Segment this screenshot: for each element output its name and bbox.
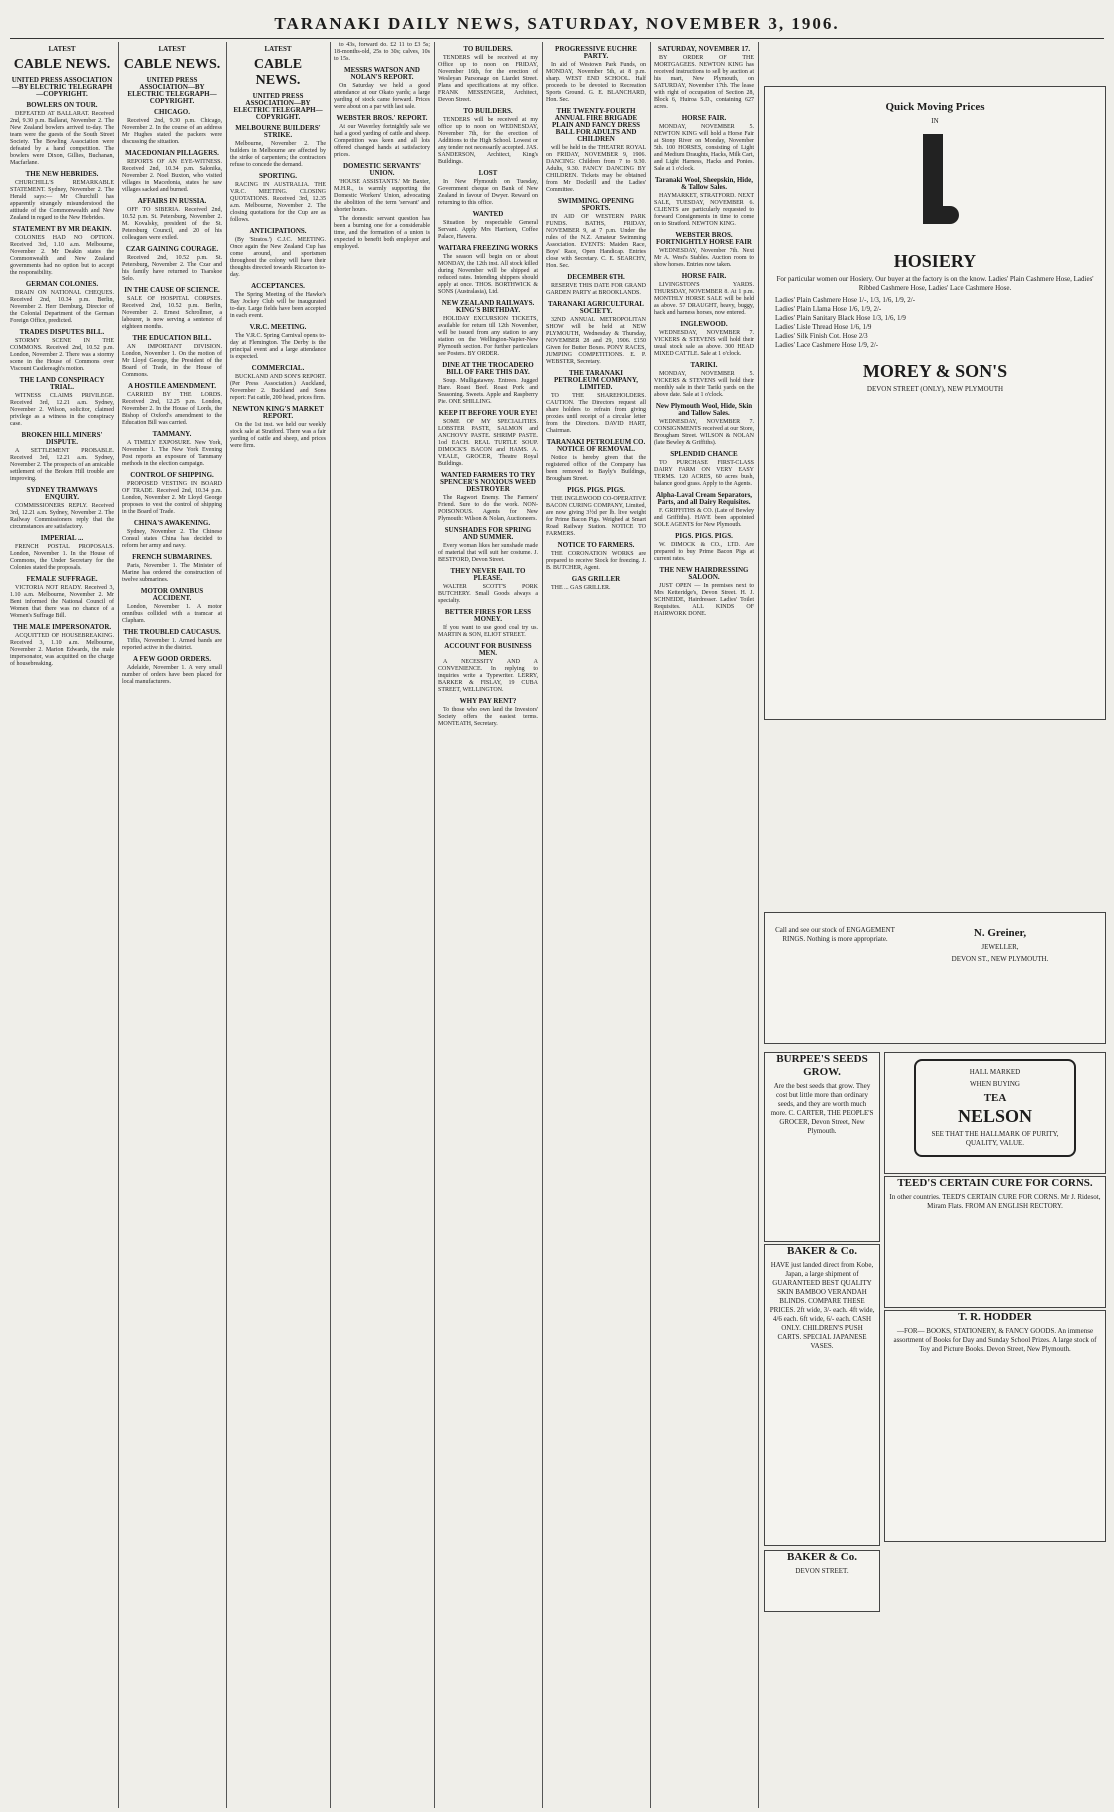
article-body: Soup. Mulligatawny. Entrees. Jugged Hare. Roast Beef. Roast Pork and Seasoning. Sweets. Apple and Raspberry Pie. ONE SHILLING. [438, 378, 538, 405]
column-subtitle: UNITED PRESS ASSOCIATION—BY ELECTRIC TELEGRAPH—COPYRIGHT. [127, 76, 217, 105]
hosiery-ad-headline: HOSIERY [893, 251, 977, 271]
column-divider [118, 42, 119, 1808]
jeweller-ad [764, 912, 1106, 1044]
hosiery-ad-intro: For particular women our Hosiery. Our buyer at the factory is on the know. Ladies' Plain Cashmere Hose, Ladies' Ribbed Cashmere Hose, Ladies' Lace Cashmere Hose. [776, 275, 1094, 292]
news-column-3 [230, 42, 326, 1808]
article-body: WITNESS CLAIMS PRIVILEGE. Received 3rd, 12.21 a.m. Sydney, November 2. Wilson, solicitor, claimed privilege as a witness in the conspiracy case. [10, 393, 114, 427]
column-subtitle: UNITED PRESS ASSOCIATION—BY ELECTRIC TELEGRAPH—COPYRIGHT. [233, 92, 323, 121]
article-heading: WEBSTER BROS. FORTNIGHTLY HORSE FAIR [656, 231, 752, 246]
ad-list [654, 46, 754, 618]
article-heading: IN THE CAUSE OF SCIENCE. [124, 286, 220, 294]
article-heading: CZAR GAINING COURAGE. [125, 245, 219, 253]
article-heading: LOST [478, 169, 498, 177]
hosiery-price-list [775, 296, 1095, 350]
article-heading: THE MALE IMPERSONATOR. [12, 623, 112, 631]
article-body: A SETTLEMENT PROBABLE. Received 3rd, 12.21 a.m. Sydney, November 2. The prospects of an amicable settlement of the Broken Hill trouble are improving. [10, 448, 114, 482]
masthead-rule [10, 38, 1104, 39]
article-heading: SATURDAY, NOVEMBER 17. [657, 45, 751, 53]
ad-list [546, 46, 646, 592]
article-body: WALTER SCOTT'S PORK BUTCHERY. Small Goods always a specialty. [438, 584, 538, 604]
article-body: JUST OPEN — In premises next to Mrs Ketteridge's, Devon Street. H. J. SCHNEIDE, Hairdresser. Ladies' Toilet Requisites. ALL KINDS OF HAIRWORK DONE. [654, 583, 754, 617]
article-body: PROPOSED VESTING IN BOARD OF TRADE. Received 2nd, 10.34 p.m. London, November 2. Mr Lloyd George proposes to vest the control of shipping in the Board of Trade. [122, 481, 222, 515]
corns-ad-body: In other countries. TEED'S CERTAIN CURE FOR CORNS. Mr J. Ridesot, Miram Flats. FROM AN ENGLISH RECTORY. [889, 1193, 1101, 1210]
article-body: THE ... GAS GRILLER. [551, 585, 611, 591]
column-divider [758, 42, 759, 1808]
article-body: to 43s, forward do. £2 11 to £3 5s; 18-months-old, 25s to 30s; calves, 10s to 15s. [334, 42, 430, 62]
article-list [122, 109, 222, 686]
article-heading: DINE AT THE TROCADERO BILL OF FARE THIS DAY. [442, 361, 534, 376]
article-heading: STATEMENT BY MR DEAKIN. [12, 225, 112, 233]
price-line: Ladies' Lisle Thread Hose 1/6, 1/9 [775, 323, 872, 331]
article-body: WEDNESDAY, NOVEMBER 7. VICKERS & STEVENS will hold their usual stock sale as above. 300 HEAD MIXED CATTLE. Sale at 1 o'clock. [654, 330, 754, 357]
article-list [334, 42, 430, 251]
column-title: CABLE NEWS. [13, 57, 111, 72]
article-heading: WEBSTER BROS.' REPORT. [336, 114, 428, 122]
article-heading: Alpha-Laval Cream Separators, Parts, and all Dairy Requisites. [655, 491, 753, 506]
article-heading: DECEMBER 6TH. [567, 273, 625, 281]
jeweller-ad-name: N. Greiner, [973, 927, 1027, 939]
article-heading: TARANAKI PETROLEUM CO. NOTICE OF REMOVAL. [546, 438, 646, 453]
article-body: will be held in the THEATRE ROYAL on FRIDAY, NOVEMBER 9, 1906. DANCING: Children from 7 to 9.30. Adults, 9.30. FANCY DANCING BY CHILDREN. Tickets may be obtained from Mr Dockrill and the Ladies' Committee. [546, 145, 646, 193]
tea-ad-sub: SEE THAT THE HALLMARK OF PURITY, QUALITY, VALUE. [931, 1130, 1059, 1147]
article-heading: TO BUILDERS. [463, 45, 513, 53]
article-body: DRAIN ON NATIONAL CHEQUES. Received 2nd, 10.34 p.m. Berlin, November 2. Herr Dernburg, Director of the Colonial Department of the German Foreign Office, predicted. [10, 290, 114, 324]
article-heading: THE TARANAKI PETROLEUM COMPANY, LIMITED. [554, 369, 638, 391]
article-body: DEFEATED AT BALLARAT. Received 2nd, 9.30 p.m. Ballarat, November 2. The New Zealand bowlers arrived to-day. The team were the guests of the South Street Society. The Bowling Association were defeated by a hand competition. The bowlers were Dixon, Gillies, Buchanan, Macfarlane. [10, 111, 114, 166]
article-heading: GAS GRILLER [571, 575, 621, 583]
article-heading: DOMESTIC SERVANTS' UNION. [342, 162, 421, 177]
article-heading: TARIKI. [690, 361, 718, 369]
column-divider [226, 42, 227, 1808]
article-heading: TRADES DISPUTES BILL. [19, 328, 105, 336]
article-body: Sydney, November 2. The Chinese Consul states China has decided to reform her army and navy. [122, 529, 222, 549]
article-body: THE INGLEWOOD CO-OPERATIVE BACON CURING COMPANY, Limited, are now giving 3½d per lb. live weight for Prime Bacon Pigs. Weighed at Smart Road Railway Station. NOTICE TO FARMERS. [546, 496, 646, 537]
bookseller-ad [884, 1310, 1106, 1542]
baker-ad [764, 1244, 880, 1546]
column-kicker: LATEST [158, 45, 186, 53]
article-heading: SPORTING. [258, 172, 298, 180]
article-heading: SUNSHADES FOR SPRING AND SUMMER. [444, 526, 532, 541]
corns-ad [884, 1176, 1106, 1308]
article-body: WEDNESDAY, NOVEMBER 7. CONSIGNMENTS received at our Store, Brougham Street. WILSON & NOLAN (late Bewley & Griffiths). [654, 419, 754, 446]
article-heading: WHY PAY RENT? [459, 697, 517, 705]
article-body: The V.R.C. Spring Carnival opens to-day at Flemington. The Derby is the principal event and a large attendance is expected. [230, 333, 326, 360]
article-heading: HORSE FAIR. [681, 272, 727, 280]
article-heading: ANTICIPATIONS. [249, 227, 307, 235]
tea-ad-mid: WHEN BUYING [970, 1080, 1020, 1088]
article-heading: BETTER FIRES FOR LESS MONEY. [444, 608, 532, 623]
baker-ad-2-body: DEVON STREET. [795, 1567, 849, 1575]
hosiery-ad-address: DEVON STREET (ONLY), NEW PLYMOUTH [866, 385, 1004, 393]
column-divider [542, 42, 543, 1808]
ads-column-6 [654, 42, 754, 1808]
ads-column-4 [438, 42, 538, 1808]
article-heading: WAITARA FREEZING WORKS [438, 244, 538, 252]
article-body: TENDERS will be received at my office up to noon on WEDNESDAY, November 7th, for the erection of Additions to the High School. Lowest or any tender not necessarily accepted. JAS. SANDERSON, Architect, King's Buildings. [438, 117, 538, 165]
article-heading: MACEDONIAN PILLAGERS. [125, 149, 219, 157]
baker-ad-title: BAKER & Co. [787, 1245, 857, 1257]
article-heading: TARANAKI AGRICULTURAL SOCIETY. [548, 300, 644, 315]
article-body: On the 1st inst. we held our weekly stock sale at Stratford. There was a fair yarding of cattle and sheep, and prices were firm. [230, 422, 326, 449]
article-heading: NEWTON KING'S MARKET REPORT. [232, 405, 324, 420]
article-body: 32ND ANNUAL METROPOLITAN SHOW will be held at NEW PLYMOUTH, Wednesday & Thursday, NOVEMBER 28 and 29, 1906. £150 Given for Butter Boxes. PONY RACES, JUMPING COMPETITIONS. E. P. WEBSTER, Secretary. [546, 317, 646, 365]
article-heading: A FEW GOOD ORDERS. [132, 655, 212, 663]
article-heading: THE EDUCATION BILL. [132, 334, 212, 342]
article-body: STORMY SCENE IN THE COMMONS. Received 2nd, 10.52 p.m. London, November 2. There was a stormy scene in the House of Commons over Viscount Castlereagh's motion. [10, 338, 114, 372]
article-heading: CHICAGO. [154, 108, 190, 116]
baker-ad-2 [764, 1550, 880, 1612]
article-heading: THE NEW HAIRDRESSING SALOON. [659, 566, 749, 581]
hosiery-ad-sub: IN [931, 117, 939, 125]
article-heading: MESSRS WATSON AND NOLAN'S REPORT. [344, 66, 420, 81]
article-heading: A HOSTILE AMENDMENT. [128, 382, 216, 390]
article-heading: BOWLERS ON TOUR. [26, 101, 98, 109]
price-line: Ladies' Plain Llama Hose 1/6, 1/9, 2/- [775, 305, 882, 313]
article-body: In aid of Westown Park Funds, on MONDAY, November 5th, at 8 p.m. sharp. WEST END SCHOOL. Half proceeds to be devoted to Recreation Sports Ground. G. E. BLANCHARD, Hon. Sec. [546, 62, 646, 103]
jeweller-ad-rings: Call and see our stock of ENGAGEMENT RINGS. Nothing is more appropriate. [775, 926, 895, 943]
article-heading: Taranaki Wool, Sheepskin, Hide, & Tallow Sales. [654, 176, 754, 191]
article-heading: THE TWENTY-FOURTH ANNUAL FIRE BRIGADE PLAIN AND FANCY DRESS BALL FOR ADULTS AND CHILDREN [551, 107, 641, 143]
article-body: Every woman likes her sunshade made of material that will suit her costume. J. BESTFORD, Devon Street. [438, 543, 538, 563]
article-body: (By 'Stratos.') C.J.C. MEETING. Once again the New Zealand Cup has come around, and sportsmen throughout the colony will have their thoughts directed towards Riccarton to-day. [230, 237, 326, 278]
article-list [230, 125, 326, 450]
article-body: FRENCH POSTAL PROPOSALS. London, November 1. In the House of Commons, the Under Secretary for the Colonies stated the proposals. [10, 544, 114, 571]
article-body: LIVINGSTON'S YARDS. THURSDAY, NOVEMBER 8. At 1 p.m. MONTHLY HORSE SALE will be held as above. 57 DRAUGHT, heavy, buggy, hack and harness horses, now entered. [654, 282, 754, 316]
article-heading: WANTED [472, 210, 504, 218]
article-body: TO PURCHASE FIRST-CLASS DAIRY FARM ON VERY EASY TERMS. 120 ACRES, 60 acres bush, balance good grass. Apply to the Agents. [654, 460, 754, 487]
article-body: REPORTS OF AN EYE-WITNESS. Received 2nd, 10.34 p.m. Salonika, November 2. Noel Buxton, who visited villages in Macedonia, states he saw villages sacked and burned. [122, 159, 222, 193]
article-body: Adelaide, November 1. A very small number of orders have been placed for local manufacturers. [122, 665, 222, 685]
article-body: To those who own land the Investors' Society offers the easiest terms. MONTEATH, Secretary. [438, 707, 538, 727]
tea-ad-brand: NELSON [957, 1106, 1033, 1126]
tea-ad-word: TEA [983, 1092, 1007, 1104]
article-body: IN AID OF WESTERN PARK FUNDS. BATHS, FRIDAY, NOVEMBER 9, at 7 p.m. Under the rules of the N.Z. Amateur Swimming Association. EVENTS: Maiden Race, Boys' Race, Open Handicap. Entries close with Secretary. C. E. SEARCHY, Hon. Sec. [546, 214, 646, 269]
article-heading: CHINA'S AWAKENING. [133, 519, 211, 527]
article-body: RESERVE THIS DATE FOR GRAND GARDEN PARTY at BROOKLANDS. [546, 283, 646, 296]
article-body: BY ORDER OF THE MORTGAGEES. NEWTON KING has received instructions to sell by auction at his mart, New Plymouth, on SATURDAY, November 17th. The lease with right of occupation of Section 28, Block 6, Huiroa S.D., containing 627 acres. [654, 55, 754, 110]
column-divider [650, 42, 651, 1808]
article-body: SALE OF HOSPITAL CORPSES. Received 2nd, 10.52 p.m. Berlin, November 2. Ernest Schrollmer, a labourer, is now serving a sentence of eighteen months. [122, 296, 222, 330]
article-body: Situation by respectable General Servant. Apply Mrs Harrison, Coffee Palace, Hawera. [438, 220, 538, 240]
hosiery-ad [764, 86, 1106, 720]
article-heading: BROKEN HILL MINERS' DISPUTE. [21, 431, 103, 446]
article-heading: CONTROL OF SHIPPING. [130, 471, 214, 479]
bookseller-ad-title: T. R. HODDER [958, 1311, 1032, 1323]
article-body: The domestic servant question has been a burning one for a considerable time, and the formation of a union is expected to benefit both employer and employed. [334, 216, 430, 250]
article-heading: THE NEW HEBRIDES. [25, 170, 99, 178]
article-body: Received 2nd, 9.30 p.m. Chicago, November 2. In the course of an address Mr Hughes stated the packers were discussing the situation. [122, 118, 222, 145]
article-heading: FRENCH SUBMARINES. [132, 553, 212, 561]
article-heading: THE TROUBLED CAUCASUS. [123, 628, 221, 636]
article-body: If you want to use good coal try us. MARTIN & SON, ELIOT STREET. [438, 625, 538, 638]
article-body: MONDAY, NOVEMBER 5. VICKERS & STEVENS will hold their monthly sale in their Tariki yards on the above date. Sale at 1 o'clock. [654, 371, 754, 398]
price-line: Ladies' Plain Cashmere Hose 1/-, 1/3, 1/6, 1/9, 2/- [775, 296, 916, 304]
article-body: Melbourne, November 2. The builders in Melbourne are affected by the strike of carpenters; the contractors refuse to concede the demand. [230, 141, 326, 168]
article-heading: ACCOUNT FOR BUSINESS MEN. [444, 642, 532, 657]
baker-ad-body: HAVE just landed direct from Kobe, Japan, a large shipment of GUARANTEED BEST QUALITY SKIN BAMBOO VERANDAH BLINDS. COMPARE THESE PRICES. 2ft wide, 3/- each. 4ft wide, 4/6 each. 6ft wide, 6/- each. CASH ONLY. CHILDREN'S PUSH CARTS. SPECIAL JAPANESE VASES. [769, 1261, 875, 1350]
article-heading: ACCEPTANCES. [251, 282, 305, 290]
article-body: SOME OF MY SPECIALITIES. LOBSTER PASTE, SALMON and ANCHOVY PASTE. SHRIMP PASTE. 1od EACH. REAL TURTLE SOUP. DIMOCK'S BACON and HAMS. A. VEALE, GROCER, Theatre Royal Buildings. [438, 419, 538, 467]
tea-hallmark-badge [914, 1059, 1076, 1157]
column-divider [330, 42, 331, 1808]
article-heading: THEY NEVER FAIL TO PLEASE. [450, 567, 526, 582]
article-body: HAYMARKET, STRATFORD. NEXT SALE, TUESDAY, NOVEMBER 6. CLIENTS are particularly requested to forward Consignments in time to come on to Stratford. NEWTON KING. [654, 193, 754, 227]
jeweller-ad-address: DEVON ST., NEW PLYMOUTH. [951, 955, 1049, 963]
column-title: CABLE NEWS. [123, 57, 221, 72]
article-body: A TIMELY EXPOSURE. New York, November 1. The New York Evening Post reports an exposure of Tammany methods in the election campaign. [122, 440, 222, 467]
article-body: The season will begin on or about MONDAY, the 12th inst. All stock killed during November will be shipped at reduced rates. Intending shippers should apply at once. THOS. BORTHWICK & SONS (Australasia), Ltd. [438, 254, 538, 295]
article-heading: FEMALE SUFFRAGE. [26, 575, 98, 583]
column-title: CABLE NEWS. [253, 57, 303, 88]
tea-ad [884, 1052, 1106, 1174]
column-kicker: LATEST [264, 45, 292, 53]
article-body: TENDERS will be received at my Office up to noon on FRIDAY, November 16th, for the erection of Wesleyan Parsonage on Liardet Street. Plans and specifications at my office. FRANK MESSENGER, Architect, Devon Street. [438, 55, 538, 103]
article-heading: New Plymouth Wool, Hide, Skin and Tallow Sales. [655, 402, 753, 417]
article-heading: NOTICE TO FARMERS. [557, 541, 635, 549]
article-body: WEDNESDAY, November 7th. Next Mr A. West's Stables. Auction room to show horses. Entries now taken. [654, 248, 754, 268]
article-body: A NECESSITY AND A CONVENIENCE. In replying to inquiries write a Typewriter. LERRY, BARKER & FISLAY, 19 CUBA STREET, WELLINGTON. [438, 659, 538, 693]
article-body: W. DIMOCK & CO., LTD. Are prepared to buy Prime Bacon Pigs at current rates. [654, 542, 754, 562]
article-body: CARRIED BY THE LORDS. Received 2nd, 12.25 p.m. London, November 2. In the House of Lords, the Bishop of Oxford's amendment to the Education Bill was carried. [122, 392, 222, 426]
article-body: VICTORIA NOT READY. Received 3, 1.10 a.m. Melbourne, November 2. Mr Bent informed the National Council of Women that there was no chance of a Women's Suffrage Bill. [10, 585, 114, 619]
article-body: London, November 1. A motor omnibus collided with a tramcar at Clapham. [122, 604, 222, 624]
price-line: Ladies' Lace Cashmere Hose 1/9, 2/- [775, 341, 879, 349]
article-body: Tiflis, November 1. Armed bands are reported active in the district. [122, 638, 222, 651]
stocking-image [913, 134, 957, 242]
article-body: The Ragwort Enemy. The Farmers' Friend. Sure to do the work. NON-POISONOUS. Agents for New Plymouth: Wilson & Nolan, Auctioneers. [438, 495, 538, 522]
seeds-ad-body: Are the best seeds that grow. They cost but little more than ordinary seeds, and they are worth much more. C. CARTER, THE PEOPLE'S GROCER, Devon Street, New Plymouth. [770, 1082, 874, 1135]
article-heading: PIGS. PIGS. PIGS. [567, 486, 625, 494]
article-body: COLONIES HAD NO OPTION. Received 3rd, 1.10 a.m. Melbourne, November 2. Mr Deakin states the Commonwealth and New Zealand governments had no option but to accept the responsibility. [10, 235, 114, 276]
price-line: Ladies' Plain Sanitary Black Hose 1/3, 1/6, 1/9 [775, 314, 906, 322]
article-heading: TO BUILDERS. [463, 107, 513, 115]
hosiery-ad-shop: MOREY & SON'S [862, 361, 1008, 381]
article-body: In New Plymouth on Tuesday, Government cheque on Bank of New Zealand in favour of Dwyer. Reward on returning to this office. [438, 179, 538, 206]
article-heading: COMMERCIAL. [251, 364, 305, 372]
article-body: Paris, November 1. The Minister of Marine has ordered the construction of twelve submarines. [122, 563, 222, 583]
article-body: Notice is hereby given that the registered office of the Company has been removed to Bayly's Buildings, Brougham Street. [546, 455, 646, 482]
article-body: COMMISSIONERS REPLY. Received 3rd, 12.21 a.m. Sydney, November 2. The Railway Commissioners reply that the circumstances are satisfactory. [10, 503, 114, 530]
article-body: CHURCHILL'S REMARKABLE STATEMENT. Sydney, November 2. The Herald says:— Mr Churchill has apparently strangely misunderstood the attitude of the Commonwealth and New Zealand in regard to the New Hebrides. [10, 180, 114, 221]
seeds-ad-title: BURPEE'S SEEDS GROW. [776, 1053, 868, 1078]
bookseller-ad-body: —FOR— BOOKS, STATIONERY, & FANCY GOODS. An immense assortment of Books for Day and Sunday School Prizes. A large stock of Toy and Picture Books. Devon Street, New Plymouth. [893, 1327, 1097, 1353]
article-heading: MOTOR OMNIBUS ACCIDENT. [140, 587, 204, 602]
article-heading: KEEP IT BEFORE YOUR EYE! [438, 409, 538, 417]
article-heading: PROGRESSIVE EUCHRE PARTY. [555, 45, 637, 60]
column-divider [434, 42, 435, 1808]
article-heading: TAMMANY. [152, 430, 192, 438]
article-body: The Spring Meeting of the Hawke's Bay Jockey Club will be inaugurated to-day. Large fields have been accepted in each event. [230, 292, 326, 319]
article-body: TO THE SHAREHOLDERS. CAUTION. The Directors request all share holders to refrain from giving proxies until receipt of a circular letter from the Directors. DAVID HART, Chairman. [546, 393, 646, 434]
article-heading: HORSE FAIR. [681, 114, 727, 122]
article-body: On Saturday we held a good attendance at our Okato yards; a large yarding of stock came forward. Prices were about on a par with last sale. [334, 83, 430, 110]
ads-column-5 [546, 42, 646, 1808]
column-kicker: LATEST [48, 45, 76, 53]
tea-ad-top: HALL MARKED [969, 1068, 1021, 1076]
article-body: BUCKLAND AND SON'S REPORT. (Per Press Association.) Auckland, November 2. Buckland and Sons report: Fat cattle, 200 head, prices firm. [230, 374, 326, 401]
article-heading: AFFAIRS IN RUSSIA. [137, 197, 207, 205]
article-body: HOLIDAY EXCURSION TICKETS, available for return till 12th November, will be issued from any station to any station on the Wellington-Napier-New Plymouth section. For further particulars see Posters. BY ORDER. [438, 316, 538, 357]
seeds-ad [764, 1052, 880, 1242]
article-heading: SPLENDID CHANCE [670, 450, 738, 458]
article-list [10, 102, 114, 668]
article-heading: SWIMMING. OPENING SPORTS. [557, 197, 635, 212]
article-body: At our Waverley fortnightly sale we had a good yarding of cattle and sheep. Competition was keen and all lots offered changed hands at satisfactory prices. [334, 124, 430, 158]
news-column-4 [334, 42, 430, 1808]
article-body: MONDAY, NOVEMBER 5. NEWTON KING will hold a Horse Fair at Stony River on Monday, November 5th. 100 HORSES, consisting of Light and Medium Draughts, Hacks, Milk Cart, and Light Harness, Hacks and Ponies. Sale at 1 o'clock. [654, 124, 754, 172]
article-heading: GERMAN COLONIES. [25, 280, 99, 288]
article-heading: NEW ZEALAND RAILWAYS. KING'S BIRTHDAY. [441, 299, 535, 314]
masthead: TARANAKI DAILY NEWS, SATURDAY, NOVEMBER 3, 1906. [274, 14, 840, 33]
hosiery-ad-title: Quick Moving Prices [885, 101, 985, 113]
article-heading: WANTED FARMERS TO TRY SPENCER'S NOXIOUS WEED DESTROYER [440, 471, 536, 493]
article-heading: PIGS. PIGS. PIGS. [675, 532, 733, 540]
article-body: RACING IN AUSTRALIA. THE V.R.C. MEETING. CLOSING QUOTATIONS. Received 3rd, 12.35 a.m. Melbourne, November 2. The closing quotations for the Cup are as follows. [230, 182, 326, 223]
article-heading: MELBOURNE BUILDERS' STRIKE. [235, 124, 321, 139]
article-heading: IMPERIAL ... [40, 534, 84, 542]
article-heading: INGLEWOOD. [680, 320, 728, 328]
article-heading: SYDNEY TRAMWAYS ENQUIRY. [26, 486, 98, 501]
article-body: THE CORONATION WORKS are prepared to receive Stock for freezing. J. B. BUTCHER, Agent. [546, 551, 646, 571]
corns-ad-title: TEED'S CERTAIN CURE FOR CORNS. [897, 1177, 1093, 1189]
article-body: 'HOUSE ASSISTANTS.' Mr Baxter, M.H.R., is warmly supporting the Domestic Workers' Union, advocating the abolition of the term 'servant' and shorter hours. [334, 179, 430, 213]
news-column-1 [10, 42, 114, 1808]
article-body: ACQUITTED OF HOUSEBREAKING. Received 3, 1.10 a.m. Melbourne, November 2. Marion Edwards, the male impersonator, was acquitted on the charge of housebreaking. [10, 633, 114, 667]
price-line: Ladies' Silk Finish Cot. Hose 2/3 [775, 332, 868, 340]
article-body: AN IMPORTANT DIVISION. London, November 1. On the motion of Mr Lloyd George, the President of the Board of Trade, in the House of Commons. [122, 344, 222, 378]
article-heading: THE LAND CONSPIRACY TRIAL. [19, 376, 105, 391]
article-body: F. GRIFFITHS & CO. (Late of Bewley and Griffiths). HAVE been appointed SOLE AGENTS for New Plymouth. [654, 508, 754, 528]
baker-ad-2-title: BAKER & Co. [787, 1551, 857, 1563]
article-body: Received 2nd, 10.52 p.m. St. Petersburg, November 2. The Czar and his family have returned to Tsarskoe Selo. [122, 255, 222, 282]
jeweller-ad-trade: JEWELLER, [981, 943, 1019, 951]
ad-list [438, 46, 538, 728]
column-subtitle: UNITED PRESS ASSOCIATION—BY ELECTRIC TELEGRAPH—COPYRIGHT. [11, 76, 113, 98]
news-column-2 [122, 42, 222, 1808]
article-heading: V.R.C. MEETING. [249, 323, 307, 331]
article-body: OFF TO SIBERIA. Received 2nd, 10.52 p.m. St. Petersburg, November 2. M. Kovalsky, president of the St. Petersburg Council, and 20 of his colleagues were exiled. [122, 207, 222, 241]
